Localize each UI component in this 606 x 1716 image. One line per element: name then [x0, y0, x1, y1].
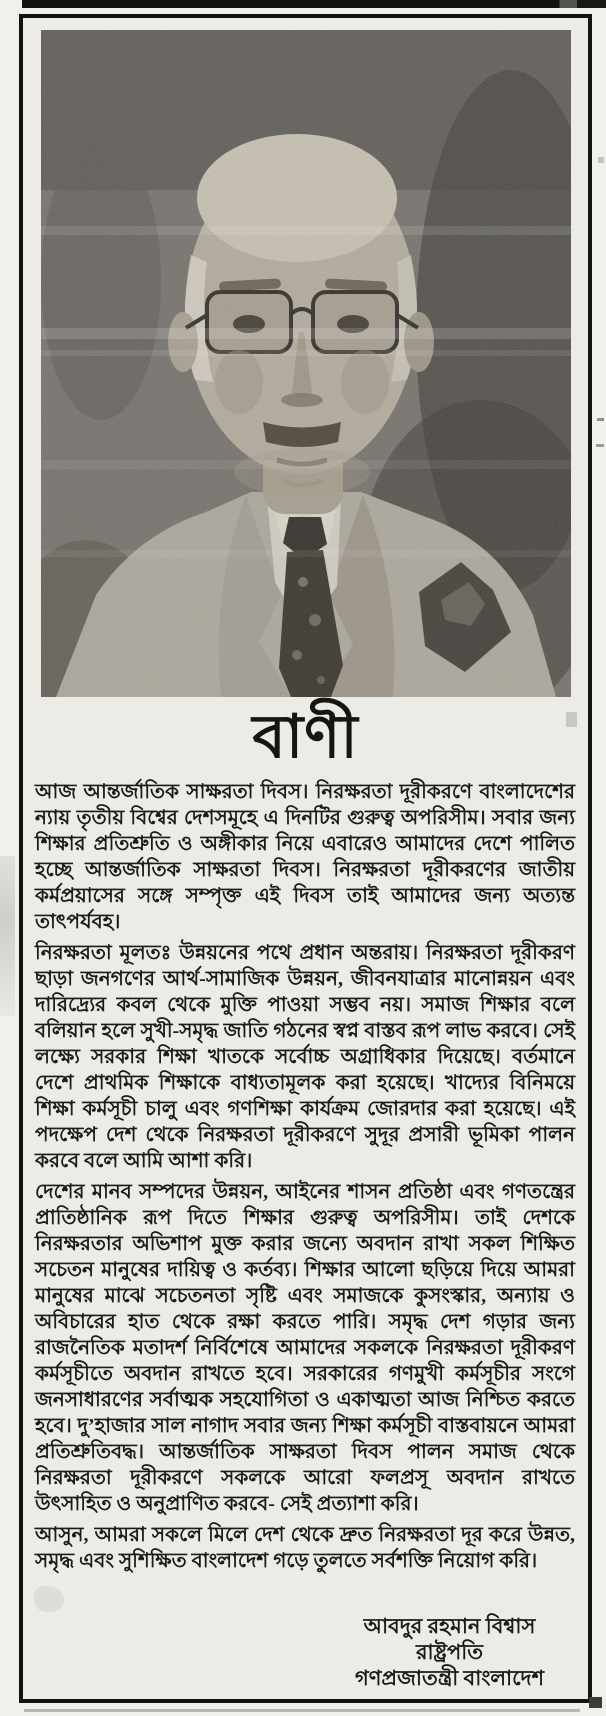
- paragraph-1: আজ আন্তর্জাতিক সাক্ষরতা দিবস। নিরক্ষরতা দূরীকরণে বাংলাদেশের ন্যায় তৃতীয় বিশ্বের দেশসমূহে এ দিনটির গুরুত্ব অপরিসীম। সবার জন্য শিক্ষার প্রতিশ্রুতি ও অঙ্গীকার নিয়ে এবারেও আমাদের দেশে পালিত হচ্ছে আন্তর্জাতিক সাক্ষরতা দিবস। নিরক্ষরতা দূরীকরণের জাতীয় কর্মপ্রয়াসের সঙ্গে সম্পৃক্ত এই দিবস তাই আমাদের জন্য অত্যন্ত তাৎপর্যবহ।: [35, 781, 575, 933]
- scan-artifact-bottom-line: [24, 1709, 580, 1712]
- signature-org: গণপ্রজাতন্ত্রী বাংলাদেশ: [354, 1666, 544, 1690]
- top-rule: [22, 0, 606, 8]
- scan-artifact-bottom-right-blob: [589, 1697, 602, 1708]
- signature-role: রাষ্ট্রপতি: [415, 1640, 483, 1664]
- paragraph-3: দেশের মানব সম্পদের উন্নয়ন, আইনের শাসন প্রতিষ্ঠা এবং গণতন্ত্রের প্রাতিষ্ঠানিক রূপ দিতে শিক্ষার গুরুত্ব অপরিসীম। তাই দেশকে নিরক্ষরতার অভিশাপ মুক্ত করার জন্যে অবদান রাখা সকল শিক্ষিত সচেতন মানুষের দায়িত্ব ও কর্তব্য। শিক্ষার আলো ছড়িয়ে দিয়ে আমরা মানুষের মাঝে সচেতনতা সৃষ্টি এবং সমাজকে কুসংস্কার, অন্যায় ও অবিচারের হাত থেকে রক্ষা করতে পারি। সমৃদ্ধ দেশ গড়ার জন্য রাজনৈতিক মতাদর্শ নির্বিশেষে আমাদের সকলকে নিরক্ষরতা দূরীকরণ কর্মসূচীতে অবদান রাখতে হবে। সরকারের গণমুখী কর্মসূচীর সংগে জনসাধারণের সর্বাত্মক সহযোগিতা ও একাত্মতা আজ নিশ্চিত করতে হবে। দু’হাজার সাল নাগাদ সবার জন্য শিক্ষা কর্মসূচী বাস্তবায়নে আমরা প্রতিশ্রুতিবদ্ধ। আন্তর্জাতিক সাক্ষরতা দিবস পালন সমাজ থেকে নিরক্ষরতা দূরীকরণে সকলকে আরো ফলপ্রসূ অবদান রাখতে উৎসাহিত ও অনুপ্রাণিত করবে- সেই প্রত্যাশা করি।: [35, 1181, 575, 1515]
- scan-artifact-title-spot: [566, 712, 577, 727]
- signature-block: [355, 1613, 544, 1691]
- president-portrait-photo: [41, 30, 571, 697]
- scan-artifact-right-speck: [598, 157, 604, 163]
- scan-artifact-left-smudge: [0, 856, 15, 1016]
- paragraph-2: নিরক্ষরতা মূলতঃ উন্নয়নের পথে প্রধান অন্তরায়। নিরক্ষরতা দূরীকরণ ছাড়া জনগণের আর্থ-সামাজিক উন্নয়ন, জীবনযাত্রার মানোন্নয়ন এবং দারিদ্র্যের কবল থেকে মুক্তি পাওয়া সম্ভব নয়। সমাজ শিক্ষার বলে বলিয়ান হলে সুখী-সমৃদ্ধ জাতি গঠনের স্বপ্ন বাস্তব রূপ লাভ করবে। সেই লক্ষ্যে সরকার শিক্ষা খাতকে সর্বোচ্চ অগ্রাধিকার দিয়েছে। বর্তমানে দেশে প্রাথমিক শিক্ষাকে বাধ্যতামূলক করা হয়েছে। খাদ্যের বিনিময়ে শিক্ষা কর্মসূচী চালু এবং গণশিক্ষা কার্যক্রম জোরদার করা হয়েছে। এই পদক্ষেপ দেশ থেকে নিরক্ষরতা দূরীকরণে সুদূর প্রসারী ভূমিকা পালন করবে বলে আমি আশা করি।: [35, 942, 575, 1172]
- message-title: বাণী: [252, 704, 359, 770]
- scan-artifact-smudge: [34, 1586, 64, 1612]
- paragraph-4: আসুন, আমরা সকলে মিলে দেশ থেকে দ্রুত নিরক্ষরতা দূর করে উন্নত, সমৃদ্ধ এবং সুশিক্ষিত বাংলাদেশ গড়ে তুলতে সর্বশক্তি নিয়োগ করি।: [35, 1524, 575, 1572]
- scan-artifact-right-tick-2: [596, 444, 604, 447]
- scan-artifact-right-tick-1: [597, 418, 604, 421]
- message-body: [35, 779, 575, 1574]
- message-frame: [19, 14, 592, 1703]
- portrait-illustration: [41, 30, 571, 697]
- signature-name: আবদুর রহমান বিশ্বাস: [363, 1614, 536, 1638]
